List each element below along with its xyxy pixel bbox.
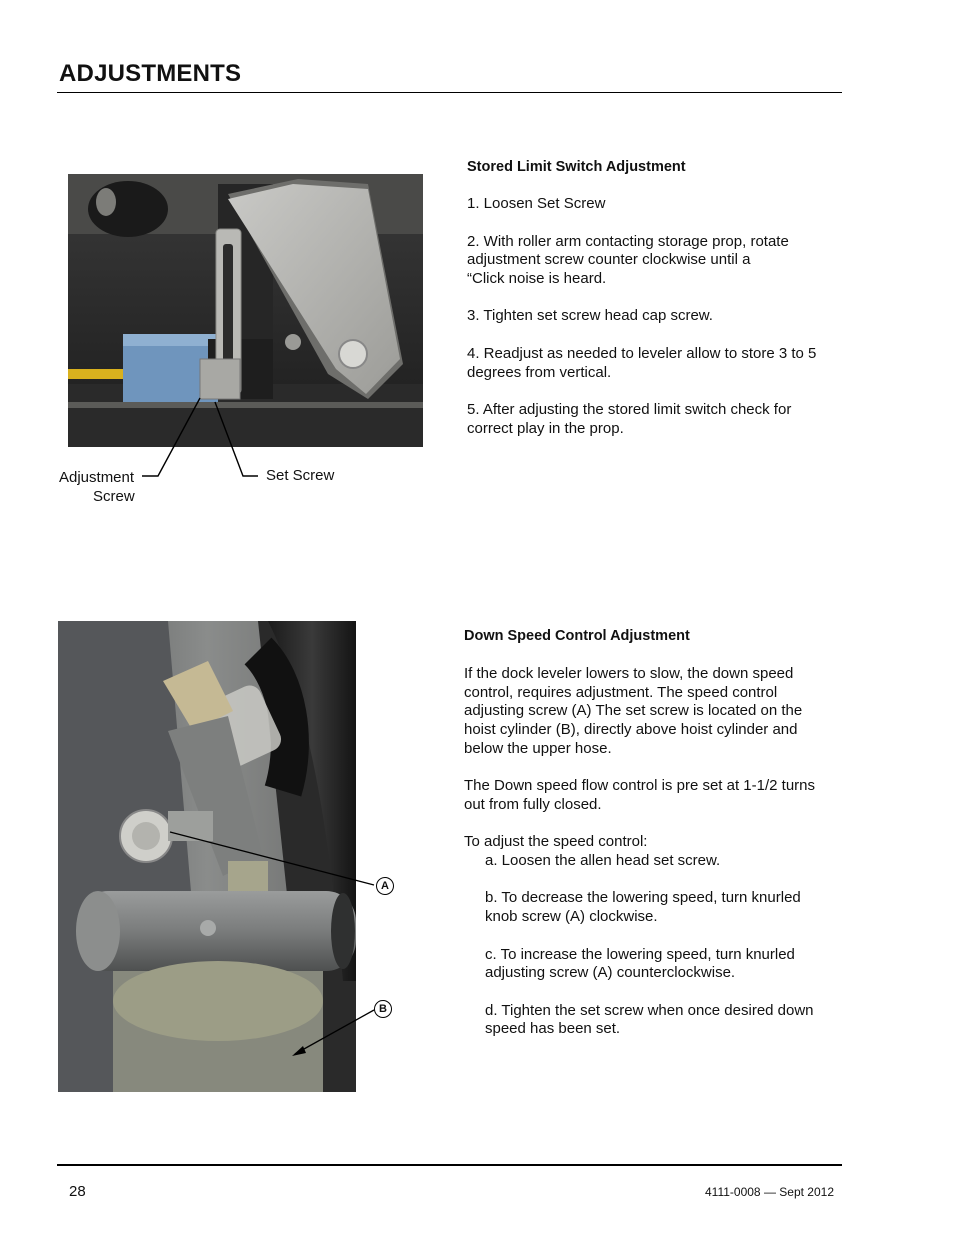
speed-step-c: c. To increase the lowering speed, turn knurled adjusting screw (A) counterclockwise. — [485, 945, 795, 982]
adjustment-screw-label-line1: Adjustment — [59, 469, 135, 486]
callout-b: B — [374, 1000, 392, 1018]
document-id: 4111-0008 — Sept 2012 — [705, 1185, 834, 1199]
speed-to-adjust-label: To adjust the speed control: — [464, 833, 648, 851]
limit-step-5: 5. After adjusting the stored limit switch check for correct play in the prop. — [467, 400, 792, 437]
down-speed-control-heading: Down Speed Control Adjustment — [464, 628, 690, 644]
limit-switch-leader-lines — [130, 390, 270, 490]
speed-step-b: b. To decrease the lowering speed, turn knurled knob screw (A) clockwise. — [485, 889, 801, 926]
down-speed-control-section — [464, 627, 849, 1039]
limit-step-4: 4. Readjust as needed to leveler allow to store 3 to 5 degrees from vertical. — [467, 344, 817, 381]
stored-limit-switch-heading: Stored Limit Switch Adjustment — [467, 159, 686, 175]
speed-control-leader-lines — [160, 820, 390, 1060]
stored-limit-switch-section — [467, 158, 847, 438]
header-rule — [57, 92, 842, 93]
speed-step-d: d. Tighten the set screw when once desired down speed has been set. — [485, 1001, 814, 1038]
page-title: ADJUSTMENTS — [59, 60, 242, 87]
limit-step-1: 1. Loosen Set Screw — [467, 195, 606, 213]
limit-step-3: 3. Tighten set screw head cap screw. — [467, 307, 713, 325]
page-number: 28 — [69, 1183, 86, 1200]
adjustment-screw-label-line2: Screw — [93, 488, 135, 505]
callout-a: A — [376, 877, 394, 895]
speed-intro-paragraph: If the dock leveler lowers to slow, the down speed control, requires adjustment. The speed control adjusting screw (A) The set screw is located on the hoist cylinder (B), directly above hoist cylinder and below the upper hose. — [464, 664, 803, 757]
speed-step-a: a. Loosen the allen head set screw. — [485, 852, 721, 870]
set-screw-label: Set Screw — [266, 467, 335, 484]
footer-rule — [57, 1164, 842, 1166]
speed-preset-paragraph: The Down speed flow control is pre set at 1-1/2 turns out from fully closed. — [464, 777, 816, 814]
limit-step-2: 2. With roller arm contacting storage prop, rotate adjustment screw counter clockwise until a “Click noise is heard. — [467, 232, 789, 288]
adjustment-screw-label — [59, 468, 135, 506]
